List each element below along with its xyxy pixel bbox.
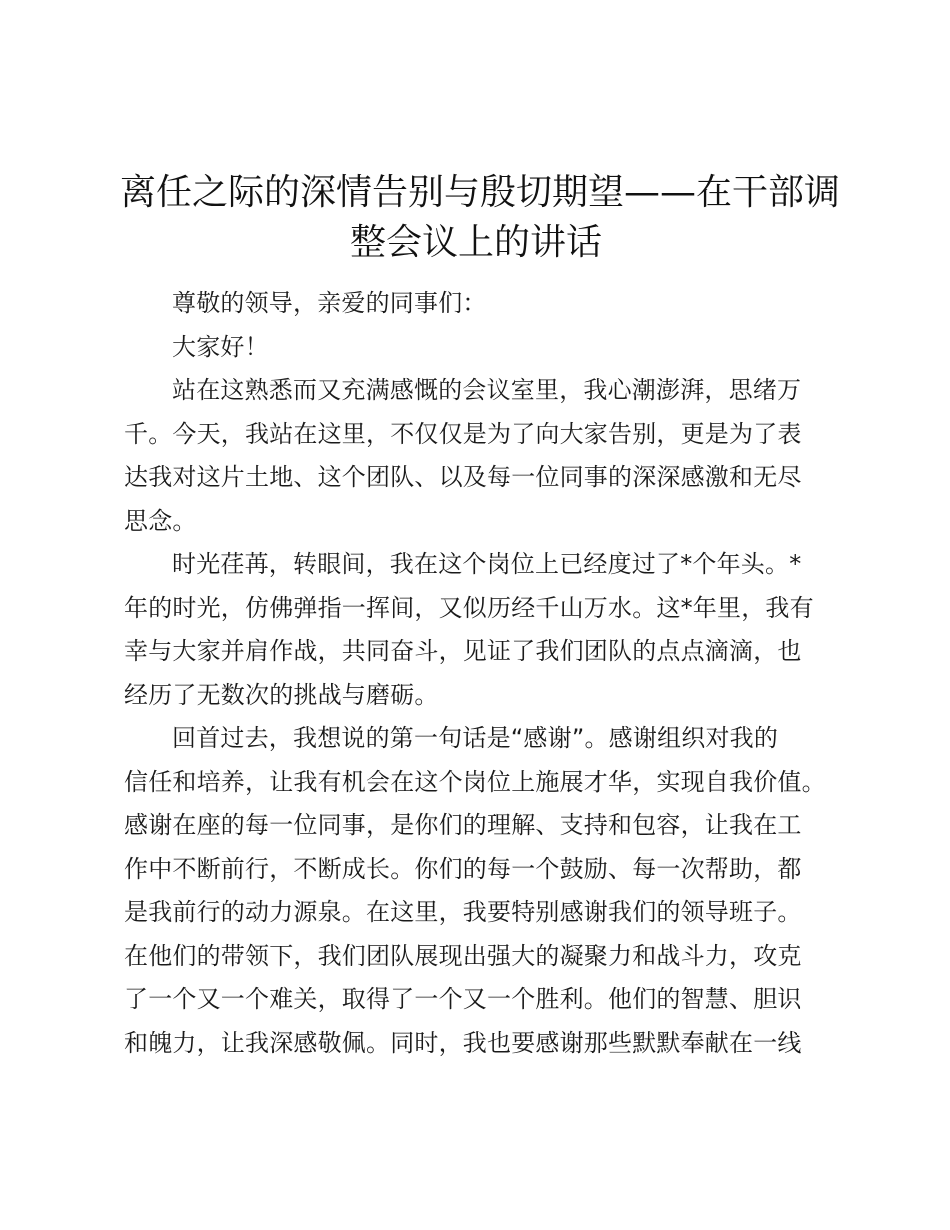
speech-body: [124, 282, 844, 1065]
paragraph-2-line: 时光荏苒，转眼间，我在这个岗位上已经度过了*个年头。*: [172, 550, 802, 578]
salutation: 尊敬的领导，亲爱的同事们：: [172, 289, 487, 317]
paragraph-3-line: 了一个又一个难关，取得了一个又一个胜利。他们的智慧、胆识: [124, 985, 802, 1013]
paragraph-3-line: 和魄力，让我深感敬佩。同时，我也要感谢那些默默奉献在一线: [124, 1028, 802, 1057]
paragraph-3-line: 作中不断前行，不断成长。你们的每一个鼓励、每一次帮助，都: [124, 854, 802, 883]
paragraph-3-line: 在他们的带领下，我们团队展现出强大的凝聚力和战斗力，攻克: [124, 941, 802, 970]
paragraph-1-line: 站在这熟悉而又充满感慨的会议室里，我心潮澎湃，思绪万: [172, 376, 802, 404]
paragraph-2-line: 经历了无数次的挑战与磨砺。: [124, 680, 439, 709]
title-line-2: 整会议上的讲话: [349, 222, 602, 263]
paragraph-1-line: 千。今天，我站在这里，不仅仅是为了向大家告别，更是为了表: [124, 419, 802, 448]
paragraph-3-line: 感谢在座的每一位同事，是你们的理解、支持和包容，让我在工: [124, 811, 802, 839]
title-line-1: 离任之际的深情告别与殷切期望——在干部调: [120, 172, 841, 213]
paragraph-2-line: 幸与大家并肩作战，共同奋斗，见证了我们团队的点点滴滴，也: [124, 637, 802, 665]
paragraph-1-line: 思念。: [124, 506, 197, 535]
document-title: [120, 168, 841, 268]
paragraph-3-line: 回首过去，我想说的第一句话是“感谢”。感谢组织对我的: [172, 724, 779, 752]
paragraph-2-line: 年的时光，仿佛弹指一挥间，又似历经千山万水。这*年里，我有: [124, 593, 814, 622]
paragraph-3-line: 是我前行的动力源泉。在这里，我要特别感谢我们的领导班子。: [124, 898, 802, 926]
paragraph-3-line: 信任和培养，让我有机会在这个岗位上施展才华，实现自我价值。: [124, 767, 826, 796]
greeting: 大家好！: [172, 332, 269, 361]
paragraph-1-line: 达我对这片土地、这个团队、以及每一位同事的深深感激和无尽: [124, 463, 802, 491]
